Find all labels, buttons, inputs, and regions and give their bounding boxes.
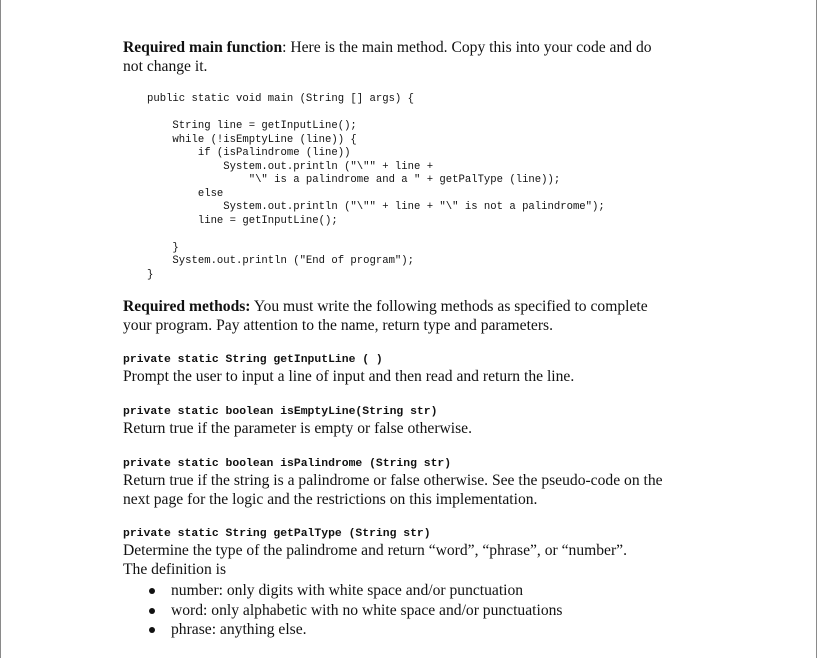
method-is-empty-line: [123, 405, 698, 438]
code-line: }: [147, 241, 179, 254]
method-description: Prompt the user to input a line of input and then read and return the line.: [123, 368, 575, 385]
main-function-paragraph: [123, 38, 693, 76]
method-description: next page for the logic and the restrictions on this implementation.: [123, 491, 538, 508]
required-methods-text-2: your program. Pay attention to the name, return type and parameters.: [123, 317, 553, 334]
code-line: while (!isEmptyLine (line)) {: [147, 133, 357, 146]
method-signature: private static boolean isEmptyLine(String str): [123, 406, 438, 418]
method-description: Return true if the string is a palindrome or false otherwise. See the pseudo-code on the: [123, 472, 663, 489]
main-function-text-1: : Here is the main method. Copy this into your code and do: [282, 39, 652, 56]
required-methods-heading: Required methods:: [123, 298, 251, 315]
definition-list: [123, 581, 698, 640]
list-item: number: only digits with white space and/or punctuation: [123, 581, 698, 601]
list-item: phrase: anything else.: [123, 620, 698, 640]
code-line: public static void main (String [] args) {: [147, 93, 415, 105]
method-signature: private static String getPalType (String str): [123, 528, 431, 540]
method-signature: private static boolean isPalindrome (String str): [123, 458, 452, 470]
method-description: Return true if the parameter is empty or false otherwise.: [123, 420, 473, 437]
code-line: }: [147, 268, 154, 281]
code-line: System.out.println ("\"" + line +: [147, 160, 434, 173]
required-methods-paragraph: [123, 297, 698, 335]
code-line: System.out.println ("End of program");: [147, 255, 415, 267]
method-description: Determine the type of the palindrome and return “word”, “phrase”, or “number”.: [123, 542, 627, 559]
method-description: The definition is: [123, 561, 227, 578]
code-line: System.out.println ("\"" + line + "\" is not a palindrome");: [147, 201, 605, 213]
main-function-heading: Required main function: [123, 39, 283, 56]
bullet-icon: [149, 627, 155, 633]
code-line: if (isPalindrome (line)): [147, 147, 351, 159]
method-get-pal-type: [123, 527, 698, 640]
method-is-palindrome: [123, 457, 698, 509]
code-line: "\" is a palindrome and a " + getPalType (line));: [147, 174, 561, 186]
required-methods-text-1: You must write the following methods as specified to complete: [250, 298, 648, 315]
bullet-icon: [149, 608, 155, 614]
code-line: else: [147, 187, 224, 200]
method-signature: private static String getInputLine ( ): [123, 354, 383, 366]
code-line: String line = getInputLine();: [147, 120, 357, 132]
code-line: line = getInputLine();: [147, 214, 338, 227]
method-get-input-line: [123, 353, 698, 386]
main-method-code: [147, 93, 605, 282]
list-item: word: only alphabetic with no white space and/or punctuations: [123, 601, 698, 621]
bullet-icon: [149, 588, 155, 594]
main-function-text-2: not change it.: [123, 58, 208, 75]
